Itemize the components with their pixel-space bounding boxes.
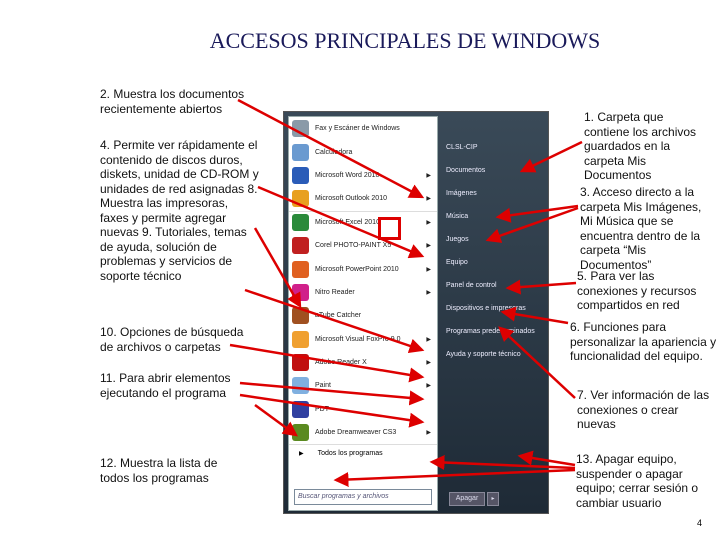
submenu-arrow-icon[interactable]: ▶ <box>426 220 431 227</box>
submenu-arrow-icon[interactable]: ▶ <box>426 266 431 273</box>
note-1: 1. Carpeta que contiene los archivos guardados en la carpeta Mis Documentos <box>584 110 697 182</box>
places-item[interactable]: Programas predeterminados <box>446 328 535 335</box>
program-label: Nitro Reader <box>315 288 355 296</box>
places-item[interactable]: Juegos <box>446 236 469 243</box>
submenu-arrow-icon[interactable]: ▶ <box>426 196 431 203</box>
program-label: Adobe Dreamweaver CS3 <box>315 429 397 437</box>
note-10: 10. Opciones de búsqueda de archivos o carpetas <box>100 325 244 354</box>
note-4-8-9: 4. Permite ver rápidamente el contenido de discos duros, diskets, unidad de CD-ROM y unidades de red asignadas 8. Muestra las impresoras, faxes y permite agregar nuevas 9. Tutoriales, temas de ayuda, solución de problemas y servicios de soporte técnico <box>100 138 259 283</box>
places-item[interactable]: Música <box>446 213 469 220</box>
program-label: aTube Catcher <box>315 312 362 320</box>
submenu-arrow-icon[interactable]: ▶ <box>426 289 431 296</box>
slide-title: ACCESOS PRINCIPALES DE WINDOWS <box>209 28 601 53</box>
shutdown-button[interactable]: Apagar <box>449 492 485 506</box>
places-item[interactable]: Documentos <box>446 167 486 174</box>
program-label: Calculadora <box>315 148 353 156</box>
places-item[interactable]: Ayuda y soporte técnico <box>446 351 521 358</box>
note-7: 7. Ver información de las conexiones o crear nuevas <box>577 388 710 431</box>
note-13: 13. Apagar equipo, suspender o apagar equipo; cerrar sesión o cambiar usuario <box>576 452 699 510</box>
program-label: Adobe Reader X <box>315 359 367 367</box>
submenu-arrow-icon[interactable]: ▶ <box>426 243 431 250</box>
places-item[interactable]: Imágenes <box>446 190 477 197</box>
program-label: Microsoft Word 2010 <box>315 171 380 179</box>
page-number: 4 <box>696 518 702 528</box>
program-label: PDT <box>315 405 329 413</box>
search-input[interactable]: Buscar programas y archivos <box>294 489 432 505</box>
program-label: Paint <box>315 382 331 390</box>
program-label: Microsoft Excel 2010 <box>315 219 380 227</box>
submenu-arrow-icon[interactable]: ▶ <box>426 430 431 437</box>
places-item[interactable]: Dispositivos e impresoras <box>446 305 526 312</box>
program-label: Microsoft Outlook 2010 <box>315 195 387 203</box>
program-label: Corel PHOTO-PAINT X5 <box>315 242 392 250</box>
places-item[interactable]: CLSL-CIP <box>446 144 478 151</box>
places-item[interactable]: Equipo <box>446 259 468 266</box>
all-programs-label: Todos los programas <box>317 450 383 458</box>
shutdown-options-button[interactable]: ▸ <box>487 492 499 506</box>
program-label: Microsoft Visual FoxPro 9.0 <box>315 335 401 343</box>
places-item[interactable]: Panel de control <box>446 282 497 289</box>
submenu-arrow-icon[interactable]: ▶ <box>426 383 431 390</box>
note-3: 3. Acceso directo a la carpeta Mis Imágenes, Mi Música que se encuentra dentro de la carpeta “Mis Documentos” <box>580 185 702 272</box>
note-6: 6. Funciones para personalizar la apariencia y funcionalidad del equipo. <box>570 320 717 363</box>
note-5: 5. Para ver las conexiones y recursos compartidos en red <box>577 269 697 312</box>
note-12: 12. Muestra la lista de todos los programas <box>100 456 218 485</box>
chevron-right-icon: ▶ <box>299 451 304 458</box>
submenu-arrow-icon[interactable]: ▶ <box>426 336 431 343</box>
program-label: Microsoft PowerPoint 2010 <box>315 265 399 273</box>
submenu-arrow-icon[interactable]: ▶ <box>426 360 431 367</box>
note-11: 11. Para abrir elementos ejecutando el programa <box>100 371 231 400</box>
submenu-arrow-icon[interactable]: ▶ <box>426 172 431 179</box>
program-label: Fax y Escáner de Windows <box>315 125 400 133</box>
note-2: 2. Muestra los documentos recientemente abiertos <box>100 87 245 116</box>
